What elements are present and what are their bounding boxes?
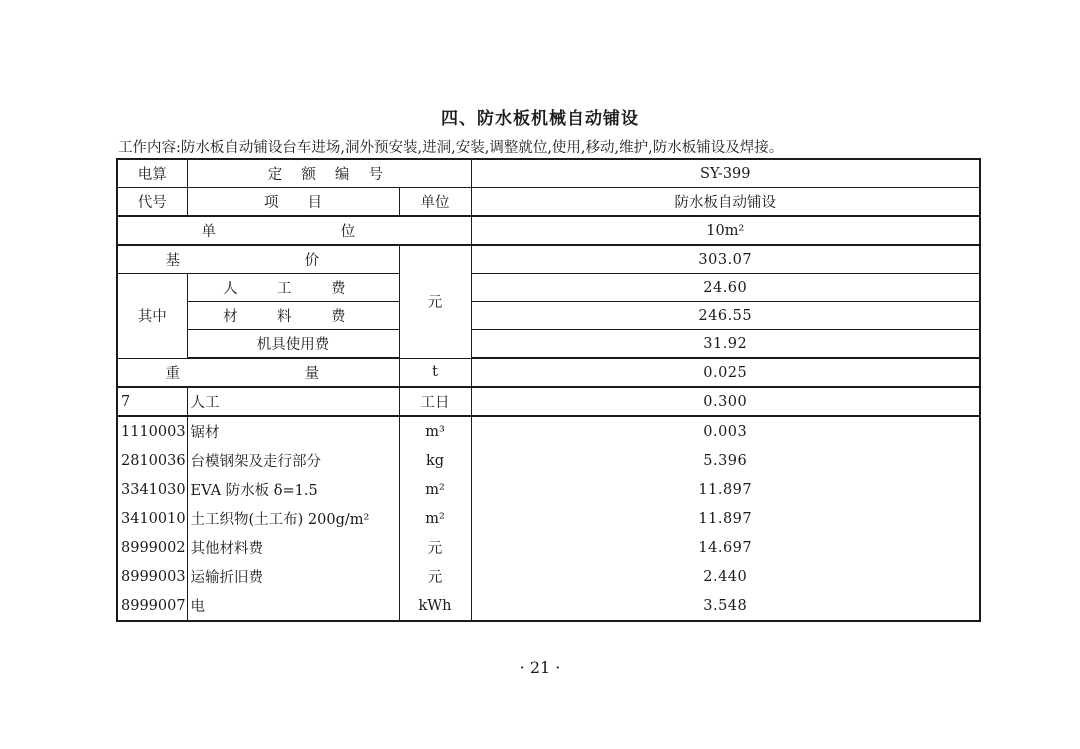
material-row (117, 416, 980, 446)
quota-table (116, 158, 981, 622)
machine-cost-row (117, 330, 980, 359)
base-price-value: 303.07 (471, 245, 980, 274)
weight-label: 重 量 (117, 358, 399, 387)
material-name: 台模钢架及走行部分 (187, 446, 399, 475)
material-name: 电 (187, 591, 399, 621)
code-label-1: 电算 (117, 159, 187, 188)
material-value: 0.003 (471, 416, 980, 446)
item-name: 防水板自动铺设 (471, 188, 980, 217)
material-code: 8999002 (117, 533, 187, 562)
material-name: 其他材料费 (187, 533, 399, 562)
material-name: 土工织物(土工布) 200g/m² (187, 504, 399, 533)
material-value: 3.548 (471, 591, 980, 621)
material-row (117, 504, 980, 533)
material-name: 锯材 (187, 416, 399, 446)
material-cost-value: 246.55 (471, 302, 980, 330)
material-code: 1110003 (117, 416, 187, 446)
material-row (117, 533, 980, 562)
unit-row (117, 216, 980, 245)
price-unit: 元 (399, 245, 471, 358)
material-code: 2810036 (117, 446, 187, 475)
material-unit: 元 (399, 562, 471, 591)
material-name: EVA 防水板 δ=1.5 (187, 475, 399, 504)
quota-number: SY-399 (471, 159, 980, 188)
of-which-label: 其中 (117, 274, 187, 359)
unit-row-value: 10m² (471, 216, 980, 245)
material-cost-row (117, 302, 980, 330)
material-row (117, 591, 980, 621)
header-row-1 (117, 159, 980, 188)
header-row-2 (117, 188, 980, 217)
material-code: 3341030 (117, 475, 187, 504)
labor-name: 人工 (187, 387, 399, 416)
weight-value: 0.025 (471, 358, 980, 387)
material-unit: m³ (399, 416, 471, 446)
material-unit: 元 (399, 533, 471, 562)
weight-unit: t (399, 358, 471, 387)
page-number: · 21 · (519, 658, 561, 677)
item-label: 项 目 (187, 188, 399, 217)
machine-cost-label: 机具使用费 (187, 330, 399, 359)
labor-unit: 工日 (399, 387, 471, 416)
material-unit: m² (399, 504, 471, 533)
labor-value: 0.300 (471, 387, 980, 416)
labor-row (117, 387, 980, 416)
material-row (117, 562, 980, 591)
material-value: 11.897 (471, 475, 980, 504)
material-code: 3410010 (117, 504, 187, 533)
page-title: 四、防水板机械自动铺设 (441, 109, 639, 129)
material-value: 11.897 (471, 504, 980, 533)
unit-row-label: 单 位 (117, 216, 471, 245)
material-name: 运输折旧费 (187, 562, 399, 591)
labor-cost-value: 24.60 (471, 274, 980, 302)
material-unit: kg (399, 446, 471, 475)
material-code: 8999007 (117, 591, 187, 621)
quota-number-label: 定 额 编 号 (187, 159, 471, 188)
base-price-row (117, 245, 980, 274)
material-row (117, 446, 980, 475)
unit-col-label: 单位 (399, 188, 471, 217)
labor-cost-label: 人 工 费 (187, 274, 399, 302)
work-content: 工作内容:防水板自动铺设台车进场,洞外预安装,进洞,安装,调整就位,使用,移动,维护,防水板铺设及焊接。 (118, 140, 784, 156)
machine-cost-value: 31.92 (471, 330, 980, 359)
material-unit: kWh (399, 591, 471, 621)
material-value: 5.396 (471, 446, 980, 475)
labor-cost-row (117, 274, 980, 302)
material-value: 2.440 (471, 562, 980, 591)
material-code: 8999003 (117, 562, 187, 591)
material-cost-label: 材 料 费 (187, 302, 399, 330)
material-unit: m² (399, 475, 471, 504)
code-label-2: 代号 (117, 188, 187, 217)
labor-code: 7 (117, 387, 187, 416)
material-value: 14.697 (471, 533, 980, 562)
material-row (117, 475, 980, 504)
base-price-label: 基 价 (117, 245, 399, 274)
weight-row (117, 358, 980, 387)
